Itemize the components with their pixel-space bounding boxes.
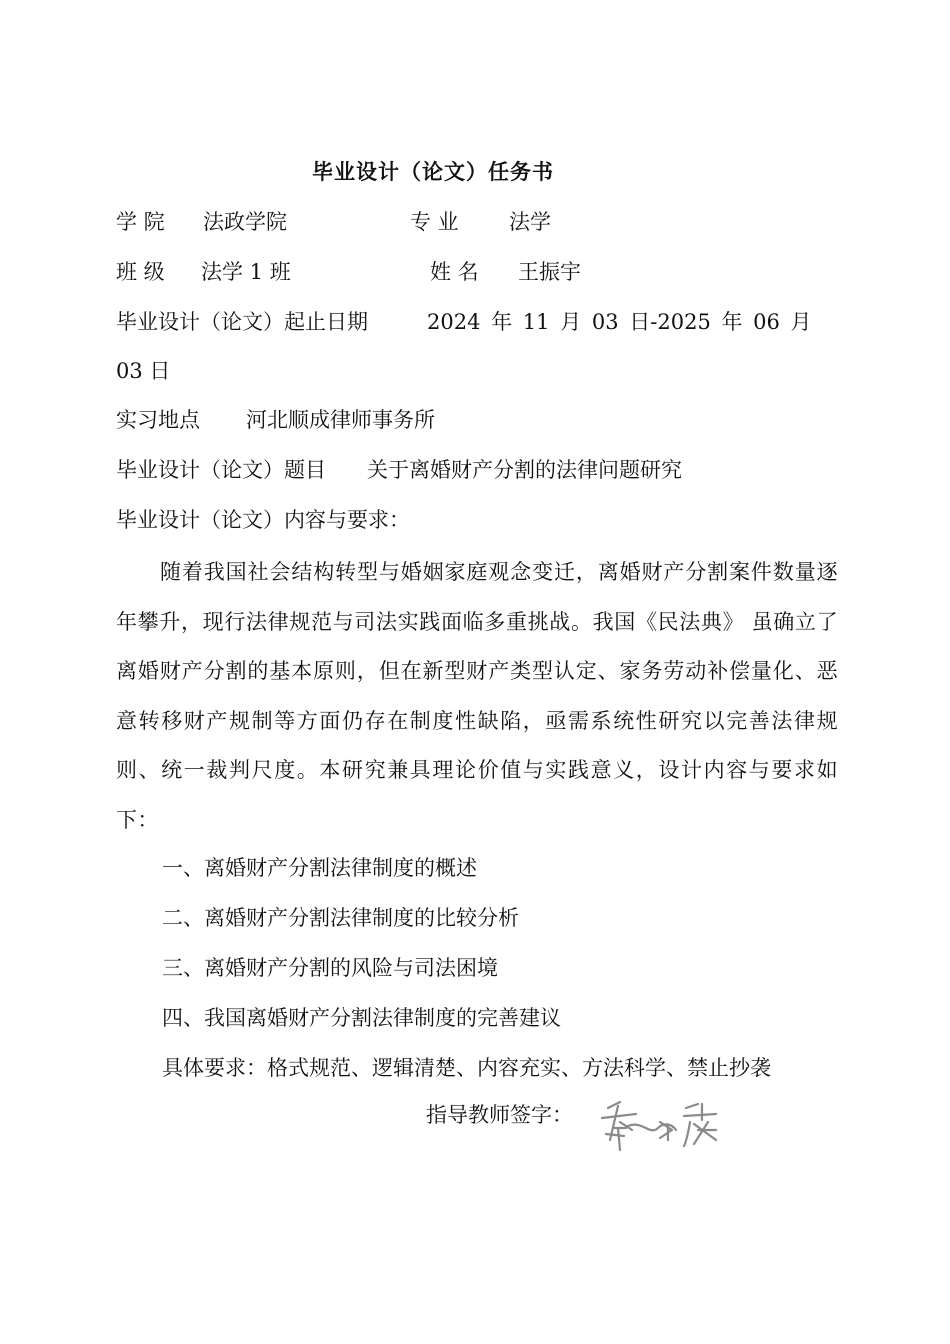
college-label: 学 院 — [116, 210, 165, 234]
page-title: 毕业设计（论文）任务书 — [312, 160, 554, 184]
location-value: 河北顺成律师事务所 — [246, 408, 435, 432]
class-value: 法学 1 班 — [201, 260, 291, 284]
college-value: 法政学院 — [203, 210, 287, 234]
class-label: 班 级 — [116, 260, 165, 284]
requirements-text: 具体要求：格式规范、逻辑清楚、内容充实、方法科学、禁止抄袭 — [162, 1056, 771, 1080]
outline-item-1: 一、离婚财产分割法律制度的概述 — [162, 856, 477, 880]
outline-item-3: 三、离婚财产分割的风险与司法困境 — [162, 956, 498, 980]
dates-label: 毕业设计（论文）起止日期 — [116, 310, 368, 334]
outline-item-4: 四、我国离婚财产分割法律制度的完善建议 — [162, 1006, 561, 1030]
name-label: 姓 名 — [430, 260, 479, 284]
body-paragraph: 随着我国社会结构转型与婚姻家庭观念变迁，离婚财产分割案件数量逐年攀升，现行法律规范与司法实践面临多重挑战。我国《民法典》 虽确立了离婚财产分割的基本原则，但在新型财产类型认定、家务劳动补偿量化、恶意转移财产规制等方面仍存在制度性缺陷，亟需系统性研究以完善法律规则、统一裁判尺度。本研究兼具理论价值与实践意义，设计内容与要求如下： — [116, 560, 838, 832]
location-label: 实习地点 — [116, 408, 200, 432]
name-value: 王振宇 — [518, 260, 581, 284]
topic-value: 关于离婚财产分割的法律问题研究 — [367, 458, 682, 482]
handwritten-signature-icon — [598, 1100, 724, 1156]
topic-label: 毕业设计（论文）题目 — [116, 458, 326, 482]
outline-item-2: 二、离婚财产分割法律制度的比较分析 — [162, 906, 519, 930]
major-value: 法学 — [509, 210, 551, 234]
major-label: 专 业 — [410, 210, 459, 234]
dates-value-continued: 03 日 — [116, 359, 171, 383]
signature-label: 指导教师签字： — [426, 1103, 573, 1127]
dates-value: 2024 年 11 月 03 日-2025 年 06 月 — [427, 310, 812, 334]
content-label: 毕业设计（论文）内容与要求： — [116, 508, 410, 532]
